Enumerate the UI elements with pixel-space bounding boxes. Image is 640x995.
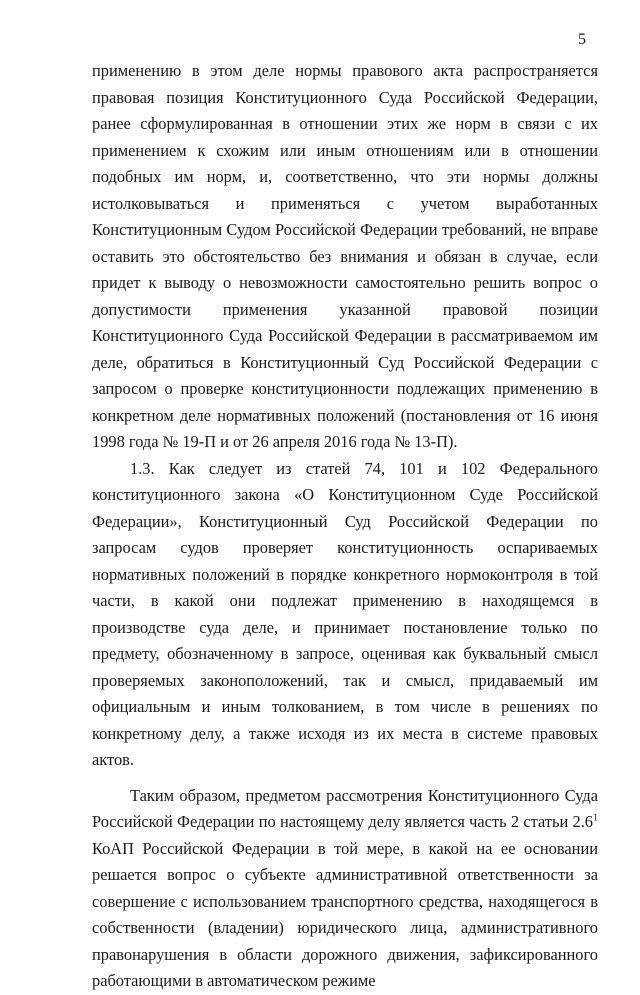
paragraph-section-1-3: 1.3. Как следует из статей 74, 101 и 102 Федерального конституционного закона «О Конституционном Суде Российской Федерации», Конституционный Суд Российской Федерации по запросам судов проверяет конституционность оспариваемых нормативных положений в порядке конкретного нормоконтроля в той части, в какой они подлежат применению в находящемся в производстве суда деле, и принимает постановление только по предмету, обозначенному в запросе, оценивая как буквальный смысл проверяемых законоположений, так и смысл, придаваемый им официальным и иным толкованием, в том числе в решениях по конкретному делу, а также исходя из их места в системе правовых актов. — [92, 458, 598, 769]
document-body — [92, 58, 598, 995]
page-number: 5 — [578, 31, 586, 48]
paragraph-conclusion-start: Таким образом, предметом рассмотрения Конституционного Суда Российской Федерации по настоящему делу является часть 2 статьи 2.6 — [92, 785, 598, 831]
paragraph-conclusion-end: КоАП Российской Федерации в той мере, в какой на ее основании решается вопрос о субъекте административной ответственности за совершение с использованием транспортного средства, находящегося в собственности (владении) юридического лица, административного правонарушения в области дорожного движения, зафиксированного работающими в автоматическом режиме — [92, 838, 598, 990]
article-superscript: 1 — [593, 812, 598, 824]
paragraph-conclusion — [92, 783, 598, 995]
paragraph-continuation: применению в этом деле нормы правового акта распространяется правовая позиция Конституционного Суда Российской Федерации, ранее сформулированная в отношении этих же норм в связи с их применением к схожим или иным отношениям или в отношении подобных им норм, и, соответственно, что эти нормы должны истолковываться и применяться с учетом выработанных Конституционным Судом Российской Федерации требований, не вправе оставить это обстоятельство без внимания и обязан в случае, если придет к выводу о невозможности самостоятельно решить вопрос о допустимости применения указанной правовой позиции Конституционного Суда Российской Федерации в рассматриваемом им деле, обратиться в Конституционный Суд Российской Федерации с запросом о проверке конституционности подлежащих применению в конкретном деле нормативных положений (постановления от 16 июня 1998 года № 19-П и от 26 апреля 2016 года № 13-П). — [92, 61, 598, 451]
